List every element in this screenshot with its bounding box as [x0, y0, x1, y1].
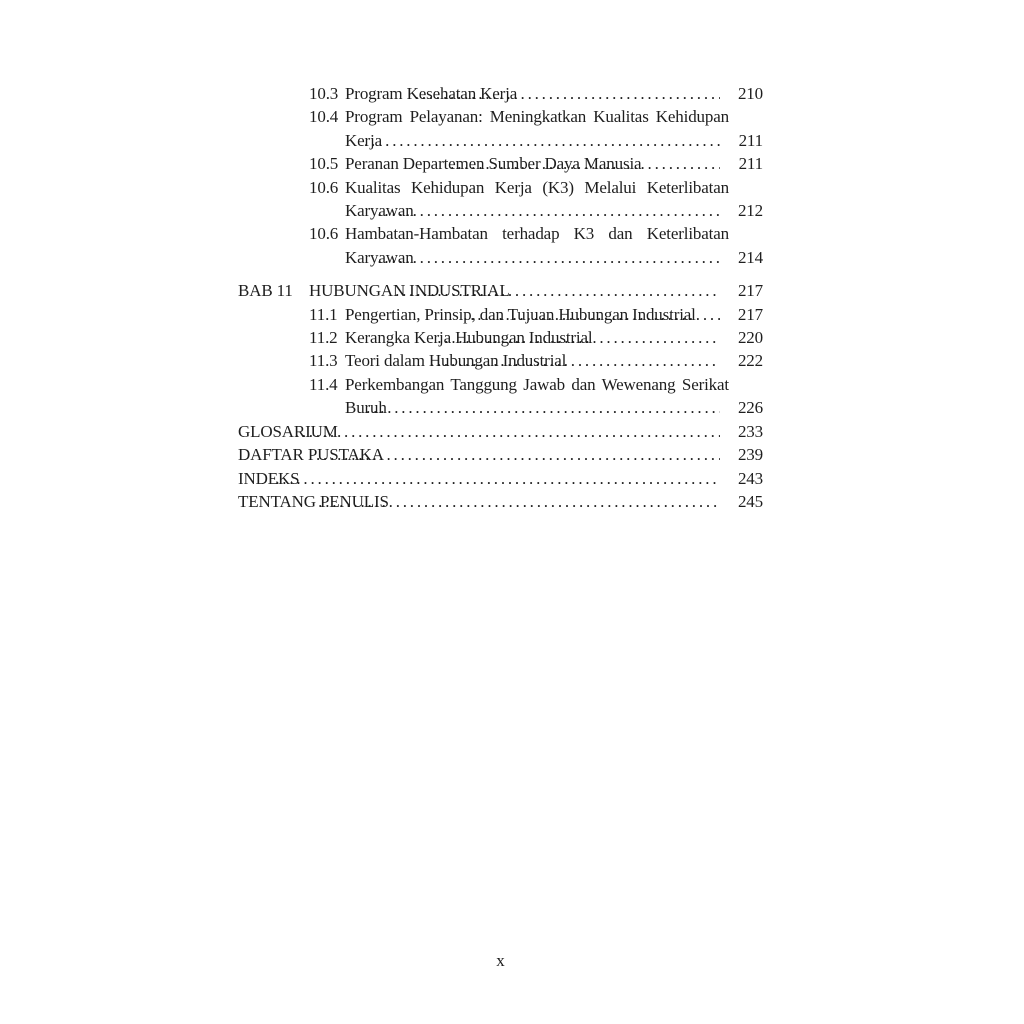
entry-page-number: 217	[737, 281, 763, 301]
dot-leader	[461, 303, 720, 326]
entry-page-number: 222	[737, 351, 763, 371]
entry-number: 10.3	[309, 84, 339, 103]
toc-entry	[238, 467, 763, 490]
entry-number: 11.3	[309, 351, 338, 371]
toc-entry	[238, 152, 763, 175]
dot-leader	[293, 420, 720, 443]
toc-entry	[238, 349, 763, 372]
dot-leader	[314, 443, 720, 466]
page-number: x	[496, 951, 505, 970]
entry-title: TENTANG PENULIS	[238, 491, 389, 511]
entry-number: 10.6	[309, 177, 339, 197]
entry-number: 10.6	[309, 224, 339, 244]
entry-title: Hambatan-Hambatan terhadap K3 dan Keterlibatan	[345, 224, 729, 244]
dot-leader	[393, 279, 720, 302]
entry-title: GLOSARIUM	[238, 421, 338, 441]
dot-leader	[448, 152, 720, 175]
entry-title: Program Kesehatan Kerja	[345, 84, 518, 103]
entry-page-number: 211	[738, 154, 763, 174]
entry-number: 11.2	[309, 328, 338, 348]
entry-number: 10.4	[309, 107, 339, 127]
entry-title: INDEKS	[238, 468, 300, 488]
entry-title: Kerja	[345, 130, 383, 150]
toc-entry	[238, 105, 763, 128]
entry-number: 11.4	[309, 374, 338, 394]
toc-entry	[238, 176, 763, 199]
entry-page-number: 233	[737, 421, 763, 441]
toc-entry	[238, 222, 763, 245]
entry-title: Peranan Departemen Sumber Daya Manusia	[345, 154, 642, 174]
entry-page-number: 210	[737, 84, 763, 103]
toc-entry	[238, 246, 763, 269]
dot-leader	[375, 199, 720, 222]
toc-entry	[238, 279, 763, 302]
toc-entry	[238, 420, 763, 443]
entry-title: Kerangka Kerja Hubungan Industrial	[345, 328, 593, 348]
entry-title: Karyawan	[345, 247, 414, 267]
toc-entry	[238, 129, 763, 152]
toc-entry	[238, 373, 763, 396]
dot-leader	[273, 467, 720, 490]
entry-page-number: 214	[737, 247, 763, 267]
entry-title: HUBUNGAN INDUSTRIAL	[309, 281, 510, 301]
entry-page-number: 243	[737, 468, 763, 488]
dot-leader	[428, 349, 720, 372]
toc-entry	[238, 303, 763, 326]
entry-page-number: 239	[737, 445, 763, 465]
toc-entry	[238, 326, 763, 349]
entry-page-number: 211	[738, 130, 763, 150]
entry-page-number: 220	[737, 328, 763, 348]
dot-leader	[362, 129, 720, 152]
entry-title: DAFTAR PUSTAKA	[238, 445, 384, 465]
entry-title: Kualitas Kehidupan Kerja (K3) Melalui Keterlibatan	[345, 177, 729, 197]
dot-leader	[316, 490, 720, 513]
entry-title: Program Pelayanan: Meningkatkan Kualitas Kehidupan	[345, 107, 729, 127]
toc-entry	[238, 396, 763, 419]
chapter-label: BAB 11	[238, 281, 293, 301]
entry-title: Teori dalam Hubungan Industrial	[345, 351, 567, 371]
dot-leader	[364, 396, 720, 419]
toc-entry	[238, 443, 763, 466]
toc-list	[238, 82, 763, 513]
entry-number: 11.1	[309, 304, 338, 324]
toc-entry	[238, 490, 763, 513]
entry-number: 10.5	[309, 154, 339, 174]
entry-page-number: 212	[737, 201, 763, 221]
dot-leader	[413, 82, 720, 105]
entry-page-number: 217	[737, 304, 763, 324]
toc-entry	[238, 199, 763, 222]
entry-page-number: 226	[737, 398, 763, 418]
dot-leader	[435, 326, 720, 349]
entry-page-number: 245	[737, 491, 763, 511]
entry-title: Pengertian, Prinsip, dan Tujuan Hubungan Industrial	[345, 304, 696, 324]
entry-title: Buruh	[345, 398, 387, 418]
entry-title: Perkembangan Tanggung Jawab dan Wewenang Serikat	[345, 374, 729, 394]
dot-leader	[375, 246, 720, 269]
entry-title: Karyawan	[345, 201, 414, 221]
toc-entry	[238, 82, 763, 105]
